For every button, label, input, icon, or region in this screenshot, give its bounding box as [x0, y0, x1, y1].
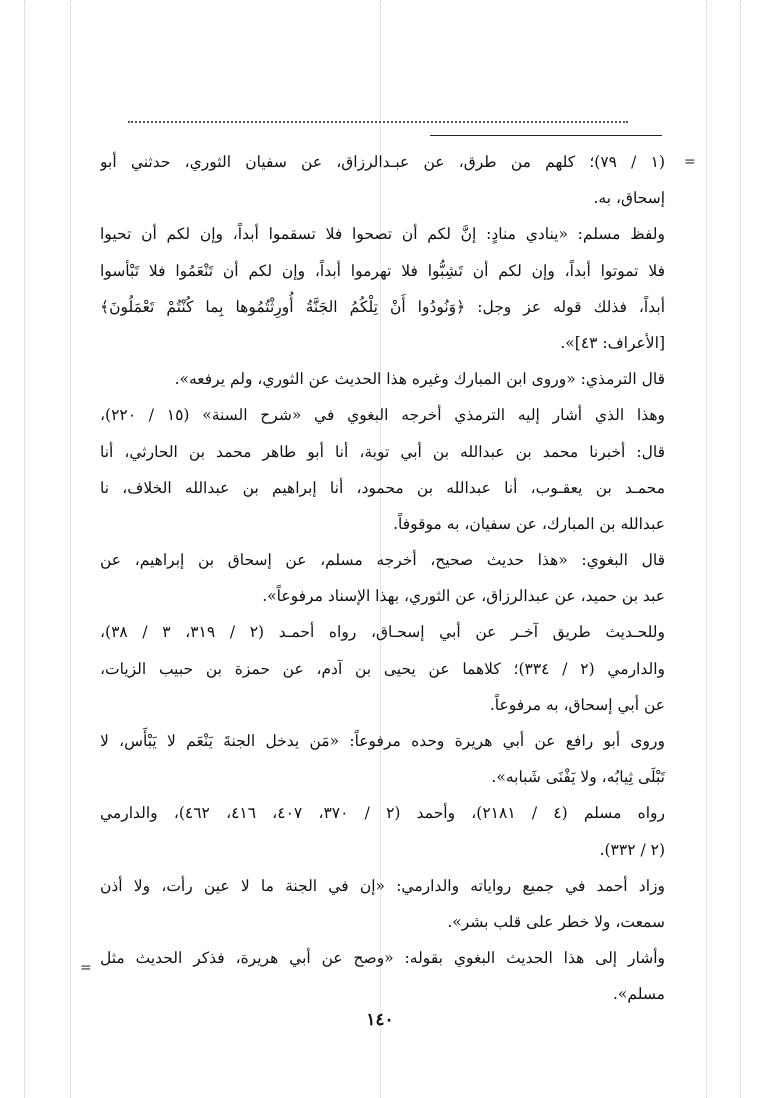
footnote-line: إسحاق، به. [593, 189, 665, 208]
footnote-line: قال الترمذي: «وروى ابن المبارك وغيره هذا الحديث عن الثوري، ولم يرفعه». [174, 370, 665, 389]
dotted-separator [128, 121, 628, 125]
footnote-line: (٢ / ٣٣٢). [599, 840, 665, 859]
footnote-text [100, 144, 665, 1013]
footnote-line: قال: أخبرنا محمد بن عبدالله بن أبي توبة، أنا أبو طاهر محمد بن الحارثي، أنا [100, 442, 665, 461]
margin-mark-left: = [80, 960, 92, 976]
footnote-line: وزاد أحمد في جميع رواياته والدارمي: «إن في الجنة ما لا عين رأت، ولا أذن [100, 876, 665, 895]
footnote-line: أبداً، فذلك قوله عز وجل: ﴿وَنُودُوا أَنْ تِلْكُمُ الجَنَّةُ أُورِثْتُمُوها بِما كُنْتُمْ تَعْمَلُونَ﴾ [100, 297, 665, 316]
footnote-line: سمعت، ولا خطر على قلب بشر». [447, 912, 665, 931]
footnote-line: رواه مسلم (٤ / ٢١٨١)، وأحمد (٢ / ٣٧٠، ٤٠٧، ٤١٦، ٤٦٢)، والدارمي [100, 804, 665, 823]
footnote-line: عن أبي إسحاق، به مرفوعاً. [489, 695, 665, 714]
footnote-line: محمـد بن يعقـوب، أنا عبدالله بن محمود، أنا إبراهيم بن عبدالله الخلاف، نا [100, 478, 665, 497]
footnote-line: مسلم». [613, 985, 665, 1004]
scan-guide-line [70, 0, 71, 1098]
footnote-line: عبدالله بن المبارك، عن سفيان، به موقوفاً. [393, 514, 665, 533]
footnote-line: وللحـديث طريق آخـر عن أبي إسحـاق، رواه أحمـد (٢ / ٣١٩، ٣ / ٣٨)، [100, 623, 665, 642]
footnote-line: (١ / ٧٩)؛ كلهم من طرق، عن عبـدالرزاق، عن سفيان الثوري، حدثني أبو [100, 153, 665, 171]
footnote-line: ولفظ مسلم: «ينادي منادٍ: إنَّ لكم أن تصحوا فلا تسقموا أبداً، وإن لكم أن تحيوا [100, 225, 665, 244]
footnote-line: وأشار إلى هذا الحديث البغوي بقوله: «وصح عن أبي هريرة، فذكر الحديث مثل [100, 949, 665, 968]
margin-mark-right: = [684, 154, 696, 170]
scan-guide-line [706, 0, 707, 1098]
footnote-rule [430, 135, 662, 136]
scan-guide-line [24, 0, 25, 1098]
page-number: ١٤٠ [366, 1010, 394, 1030]
footnote-line: عبد بن حميد، عن عبدالرزاق، عن الثوري، بهذا الإسناد مرفوعاً». [262, 587, 665, 606]
footnote-line: وروى أبو رافع عن أبي هريرة وحده مرفوعاً: «مَن يدخل الجنةَ يَنْعَم لا يَبْأَس، لا [100, 732, 665, 750]
footnote-line: والدارمي (٢ / ٣٣٤)؛ كلاهما عن يحيى بن آدم، عن حمزة بن حبيب الزيات، [100, 659, 665, 678]
footnote-line: وهذا الذي أشار إليه الترمذي أخرجه البغوي في «شرح السنة» (١٥ / ٢٢٠)، [100, 406, 665, 425]
footnote-line: تَبْلَى ثِيابُه، ولا يَفْنَى شَبابه». [491, 768, 665, 787]
footnote-line: قال البغوي: «هذا حديث صحيح، أخرجه مسلم، عن إسحاق بن إبراهيم، عن [100, 551, 665, 570]
footnote-line: فلا تموتوا أبداً، وإن لكم أن تَشِبُّوا فلا تهرموا أبداً، وإن لكم أن تَنْعَمُوا فلا تَبْأسوا [100, 261, 665, 280]
scan-guide-line [740, 0, 741, 1098]
footnote-line: [الأعراف: ٤٣]». [560, 333, 665, 352]
